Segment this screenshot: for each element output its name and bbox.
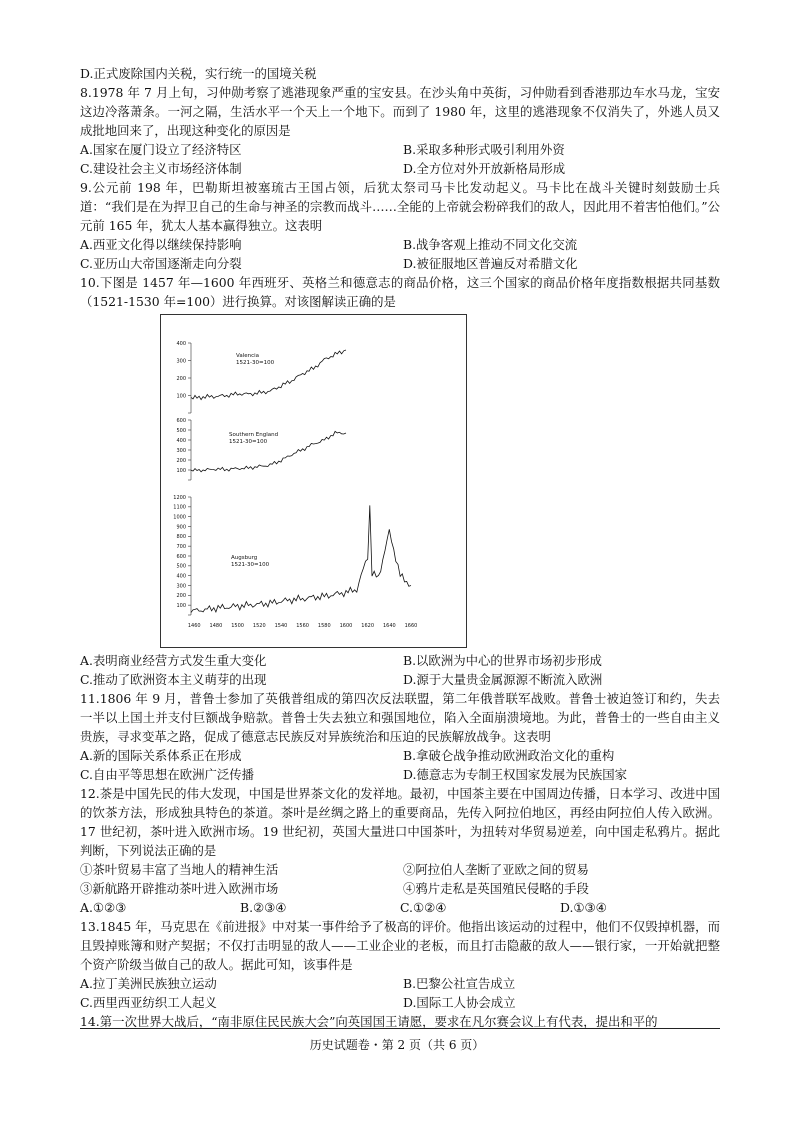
q8-options-row2 — [80, 159, 720, 178]
panel-subtitle: 1521-30=100 — [236, 360, 275, 366]
q12-statements-row2 — [80, 879, 720, 898]
y-tick-label: 100 — [176, 393, 186, 400]
x-tick-label: 1480 — [209, 623, 223, 629]
x-tick-label: 1660 — [404, 623, 418, 629]
q10-option-a: A.表明商业经营方式发生重大变化 — [80, 653, 267, 668]
q12-option-d: D.①③④ — [560, 900, 607, 915]
y-tick-label: 800 — [176, 534, 186, 541]
y-tick-label: 300 — [176, 583, 186, 590]
q11-options-row1 — [80, 746, 720, 765]
q10-options-row1 — [80, 651, 720, 670]
y-tick-label: 200 — [176, 375, 186, 382]
panel-subtitle: 1521-30=100 — [229, 439, 268, 445]
q12-options — [80, 898, 720, 917]
q11-option-a: A.新的国际关系体系正在形成 — [80, 748, 242, 763]
q9-option-b: B.战争客观上推动不同文化交流 — [403, 237, 578, 252]
q8-option-a: A.国家在厦门设立了经济特区 — [80, 142, 242, 157]
price-index-figure — [160, 314, 467, 648]
y-tick-label: 100 — [176, 602, 186, 609]
q9-options-row2 — [80, 254, 720, 273]
q11-option-d: D.德意志为专制王权国家发展为民族国家 — [403, 767, 628, 782]
q9-option-a: A.西亚文化得以继续保持影响 — [80, 237, 242, 252]
x-tick-label: 1500 — [231, 623, 244, 629]
y-tick-label: 900 — [176, 524, 186, 531]
y-tick-label: 200 — [176, 593, 186, 600]
q12-statement-2: ②阿拉伯人垄断了亚欧之间的贸易 — [403, 862, 589, 877]
y-tick-label: 600 — [176, 553, 186, 560]
y-tick-label: 300 — [176, 447, 186, 454]
q8-stem: 8.1978 年 7 月上旬，习仲勋考察了逃港现象严重的宝安县。在沙头角中英街，习仲勋看到香港那边车水马龙，宝安这边冷落萧条。一河之隔，生活水平一个天上一个地下。而到了 1980 年，这里的逃港现象不仅消失了，外逃人员又成批地回来了，出现这种变化的原因是 — [80, 85, 720, 138]
q13-stem: 13.1845 年，马克思在《前进报》中对某一事件给予了极高的评价。他指出该运动的过程中，他们不仅毁掉机器，而且毁掉账簿和财产契据；不仅打击明显的敌人——工业企业的老板，而且打击隐蔽的敌人——银行家，一开始就把整个资产阶级当做自己的敌人。据此可知，该事件是 — [80, 919, 720, 972]
q11-option-b: B.拿破仑战争推动欧洲政治文化的重构 — [403, 748, 615, 763]
y-tick-label: 100 — [176, 467, 186, 474]
x-tick-label: 1640 — [382, 623, 396, 629]
q11-stem: 11.1806 年 9 月，普鲁士参加了英俄普组成的第四次反法联盟，第二年俄普联军战败。普鲁士被迫签订和约，失去一半以上国土并支付巨额战争赔款。普鲁士失去独立和强国地位，陷入全面崩溃境地。为此，普鲁士的一些自由主义贵族，寻求变革之路，促成了德意志民族反对异族统治和压迫的民族解放战争。这表明 — [80, 691, 720, 744]
q10-option-c: C.推动了欧洲资本主义萌芽的出现 — [80, 672, 267, 687]
x-tick-label: 1600 — [339, 623, 353, 629]
q12-option-b: B.②③④ — [240, 900, 287, 915]
y-tick-label: 300 — [176, 358, 186, 365]
q9-option-d: D.被征服地区普遍反对希腊文化 — [403, 256, 578, 271]
q8-option-b: B.采取多种形式吸引利用外资 — [403, 142, 565, 157]
series-line-0 — [191, 350, 346, 400]
q8-option-c: C.建设社会主义市场经济体制 — [80, 161, 242, 176]
panel-title: Valencia — [236, 353, 260, 359]
chart-panel-0 — [176, 341, 346, 413]
y-tick-label: 400 — [176, 573, 186, 580]
y-tick-label: 200 — [176, 457, 186, 464]
q10-option-d: D.源于大量贵金属源源不断流入欧洲 — [403, 672, 603, 687]
x-tick-label: 1540 — [274, 623, 288, 629]
page-footer: 历史试题卷・第 2 页（共 6 页） — [309, 1038, 485, 1052]
y-tick-label: 400 — [176, 340, 186, 347]
panel-title: Southern England — [229, 432, 279, 438]
q13-options-row1 — [80, 974, 720, 993]
q10-options-row2 — [80, 670, 720, 689]
y-tick-label: 1200 — [173, 494, 186, 501]
y-tick-label: 400 — [176, 437, 186, 444]
y-tick-label: 1000 — [173, 514, 186, 521]
q8-options-row1 — [80, 140, 720, 159]
x-tick-label: 1520 — [252, 623, 266, 629]
series-line-2 — [191, 505, 411, 612]
q12-statement-3: ③新航路开辟推动茶叶进入欧洲市场 — [80, 881, 279, 896]
q12-statement-4: ④鸦片走私是英国殖民侵略的手段 — [403, 881, 589, 896]
q12-option-c: C.①②④ — [400, 900, 447, 915]
y-tick-label: 600 — [176, 417, 186, 424]
x-tick-label: 1620 — [361, 623, 375, 629]
q9-option-c: C.亚历山大帝国逐渐走向分裂 — [80, 256, 242, 271]
q13-option-c: C.西里西亚纺织工人起义 — [80, 995, 217, 1010]
q10-stem: 10.下图是 1457 年—1600 年西班牙、英格兰和德意志的商品价格，这三个国家的商品价格年度指数根据共同基数（1521-1530 年=100）进行换算。对该图解读正确的是 — [80, 275, 720, 309]
q11-option-c: C.自由平等思想在欧洲广泛传播 — [80, 767, 255, 782]
q7-option-d: D.正式废除国内关税，实行统一的国境关税 — [80, 66, 317, 81]
q12-statement-1: ①茶叶贸易丰富了当地人的精神生活 — [80, 862, 279, 877]
q9-options-row1 — [80, 235, 720, 254]
footer-divider — [80, 1028, 720, 1029]
q8-option-d: D.全方位对外开放新格局形成 — [403, 161, 566, 176]
y-tick-label: 500 — [176, 563, 186, 570]
q9-stem: 9.公元前 198 年，巴勒斯坦被塞琉古王国占领，后犹太祭司马卡比发动起义。马卡比在战斗关键时刻鼓励士兵道：“我们是在为捍卫自己的生命与神圣的宗教而战斗……全能的上帝就会粉碎我们的敌人，因此用不着害怕他们。”公元前 165 年，犹太人基本赢得独立。这表明 — [80, 180, 720, 233]
q12-option-a: A.①②③ — [80, 900, 127, 915]
q12-stem: 12.茶是中国先民的伟大发现，中国是世界茶文化的发祥地。最初，中国茶主要在中国周边传播，日本学习、改进中国的饮茶方法，形成独具特色的茶道。茶叶是丝绸之路上的重要商品，先传入阿拉伯地区，再经由阿拉伯人传入欧洲。17 世纪初，茶叶进入欧洲市场。19 世纪初，英国大量进口中国茶叶，为扭转对华贸易逆差，向中国走私鸦片。据此判断，下列说法正确的是 — [80, 786, 720, 858]
y-tick-label: 700 — [176, 543, 186, 550]
y-tick-label: 1100 — [173, 504, 186, 511]
q12-statements-row1 — [80, 860, 720, 879]
q13-option-d: D.国际工人协会成立 — [403, 995, 516, 1010]
q13-option-a: A.拉丁美洲民族独立运动 — [80, 976, 217, 991]
x-tick-label: 1460 — [187, 623, 201, 629]
q13-options-row2 — [80, 993, 720, 1012]
panel-subtitle: 1521-30=100 — [231, 562, 270, 568]
exam-page — [80, 64, 720, 1031]
q13-option-b: B.巴黎公社宣告成立 — [403, 976, 516, 991]
q10-option-b: B.以欧洲为中心的世界市场初步形成 — [403, 653, 602, 668]
panel-title: Augsburg — [231, 555, 258, 561]
q14-stem: 14.第一次世界大战后，“南非原住民民族大会”向英国国王请愿，要求在凡尔赛会议上有代表，提出和平的 — [80, 1014, 658, 1029]
y-tick-label: 500 — [176, 427, 186, 434]
chart-panel-2 — [173, 495, 417, 629]
price-index-chart — [161, 315, 466, 647]
x-tick-label: 1580 — [317, 623, 331, 629]
q11-options-row2 — [80, 765, 720, 784]
chart-panel-1 — [176, 418, 346, 480]
x-tick-label: 1560 — [296, 623, 309, 629]
